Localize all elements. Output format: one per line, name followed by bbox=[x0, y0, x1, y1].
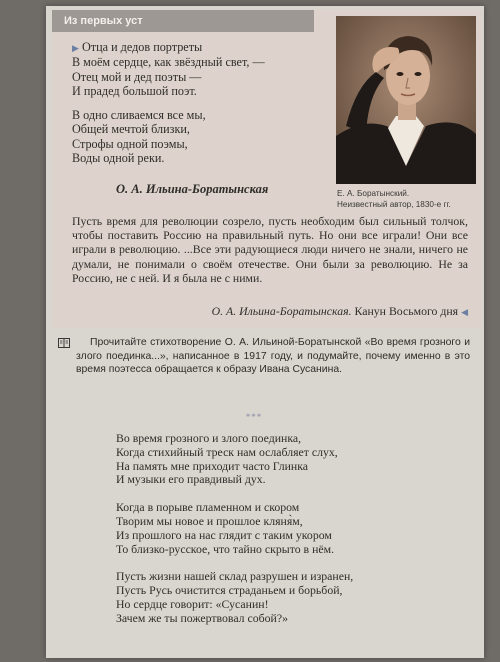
intro-poem bbox=[72, 40, 342, 165]
poem-line: Творим мы новое и прошлое кляня̀м, bbox=[116, 513, 303, 528]
intro-poem-attribution: О. А. Ильина-Боратынская bbox=[116, 182, 269, 196]
poem-line: То близко-русское, что тайно скрыто в нём. bbox=[116, 541, 335, 556]
poem-line: На память мне приходит часто Глинка bbox=[116, 458, 309, 473]
poem-line: Пусть жизни нашей склад разрушен и изранен, bbox=[116, 569, 354, 584]
task-text: Прочитайте стихотворение О. А. Ильиной-Боратынской «Во время грозного и злого поединка...», написанное в 1917 году, и подумайте, почему именно в это время поэтесса обращается к образу Ивана Сусанина. bbox=[76, 337, 470, 375]
poem-separator: *** bbox=[245, 412, 263, 422]
poem-line: Когда стихийный треск нам ослабляет слух, bbox=[116, 444, 338, 459]
poem-line: Отец мой и дед поэты — bbox=[72, 69, 202, 84]
poem-line: И прадед большой поэт. bbox=[72, 83, 197, 98]
excerpt-source: О. А. Ильина-Боратынская. Канун Восьмого дня ◀ bbox=[211, 304, 468, 318]
portrait-caption: Е. А. Боратынский. Неизвестный автор, 1830-е гг. bbox=[337, 189, 451, 209]
poem-line: Зачем же ты пожертвовал собой?» bbox=[116, 610, 288, 625]
textbook-page bbox=[46, 6, 484, 658]
poem-line: В одно сливаемся все мы, bbox=[72, 108, 206, 123]
poem-line: Воды одной реки. bbox=[72, 151, 165, 166]
triangle-right-icon: ▶ bbox=[72, 43, 79, 53]
poem-line: Когда в порыве пламенном и скором bbox=[116, 500, 300, 515]
book-task-icon bbox=[58, 338, 70, 348]
poem-line: Общей мечтой близки, bbox=[72, 122, 190, 137]
poem-line: Из прошлого на нас глядит с таким укором bbox=[116, 527, 332, 542]
poem-line: Но сердце говорит: «Сусанин! bbox=[116, 596, 269, 611]
portrait-image bbox=[336, 16, 476, 184]
poem-line: Пусть Русь очистится страданьем и борьбой, bbox=[116, 583, 343, 598]
memoir-excerpt: Пусть время для революции созрело, пусть необходим был сильный толчок, чтобы поставить Россию на правильный путь. Но они все играли! Они все играли в революцию. ...Все эти радующиеся люди ничего не знали, ничего не думали, не понимали о своём отечестве. Они были за революцию. Не за Россию, не с ней. И я была не с ними. bbox=[72, 214, 468, 285]
poem-line: Строфы одной поэмы, bbox=[72, 136, 188, 151]
section-header: Из первых уст bbox=[52, 10, 314, 32]
triangle-left-icon: ◀ bbox=[461, 307, 468, 317]
poem-line: И музыки его правдивый дух. bbox=[116, 472, 266, 487]
poem-line: Во время грозного и злого поединка, bbox=[116, 431, 302, 445]
poem-line: В моём сердце, как звёздный свет, — bbox=[72, 55, 265, 70]
main-poem bbox=[116, 432, 436, 626]
poem-line: ▶ Отца и дедов портреты bbox=[72, 40, 203, 54]
